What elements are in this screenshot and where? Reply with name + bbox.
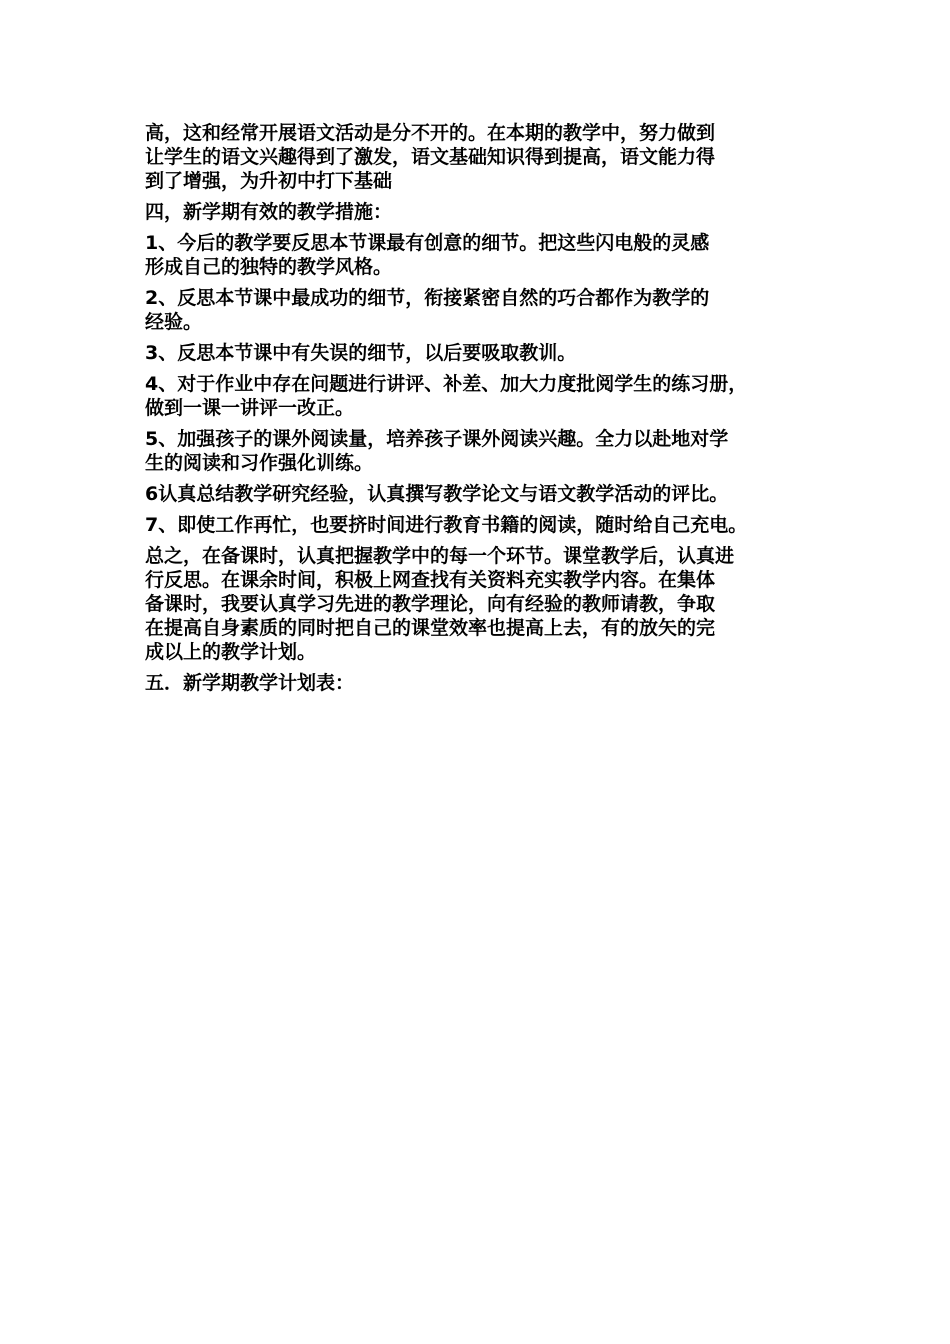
text-line: 总之，在备课时，认真把握教学中的每一个环节。课堂教学后，认真进 xyxy=(145,545,735,567)
heading-text: 四，新学期有效的教学措施： xyxy=(145,201,393,223)
list-item-4 xyxy=(145,372,825,420)
text-line: 高，这和经常开展语文活动是分不开的。在本期的教学中，努力做到 xyxy=(145,122,716,144)
text-line: 经验。 xyxy=(145,311,203,333)
text-line: 2、反思本节课中最成功的细节，衔接紧密自然的巧合都作为教学的 xyxy=(145,287,710,309)
section-heading-4 xyxy=(145,200,825,224)
text-line: 3、反思本节课中有失误的细节，以后要吸取教训。 xyxy=(145,342,577,364)
text-line: 成以上的教学计划。 xyxy=(145,641,317,663)
paragraph-summary xyxy=(145,544,825,664)
section-heading-5 xyxy=(145,671,825,695)
text-line: 7、即使工作再忙，也要挤时间进行教育书籍的阅读，随时给自己充电。 xyxy=(145,514,748,536)
list-item-3 xyxy=(145,341,825,365)
text-line: 形成自己的独特的教学风格。 xyxy=(145,256,393,278)
text-line: 行反思。在课余时间，积极上网查找有关资料充实教学内容。在集体 xyxy=(145,569,716,591)
document-body xyxy=(145,121,825,702)
text-line: 4、对于作业中存在问题进行讲评、补差、加大力度批阅学生的练习册， xyxy=(145,373,748,395)
text-line: 到了增强，为升初中打下基础 xyxy=(145,170,393,192)
text-line: 1、今后的教学要反思本节课最有创意的细节。把这些闪电般的灵感 xyxy=(145,232,710,254)
list-item-2 xyxy=(145,286,825,334)
heading-text: 五．新学期教学计划表： xyxy=(145,672,355,694)
text-line: 生的阅读和习作强化训练。 xyxy=(145,452,374,474)
text-line: 让学生的语文兴趣得到了激发，语文基础知识得到提高，语文能力得 xyxy=(145,146,716,168)
text-line: 备课时，我要认真学习先进的教学理论，向有经验的教师请教，争取 xyxy=(145,593,716,615)
list-item-6 xyxy=(145,482,825,506)
list-item-1 xyxy=(145,231,825,279)
paragraph-intro-continuation xyxy=(145,121,825,193)
text-line: 6认真总结教学研究经验，认真撰写教学论文与语文教学活动的评比。 xyxy=(145,483,729,505)
list-item-7 xyxy=(145,513,825,537)
list-item-5 xyxy=(145,427,825,475)
text-line: 在提高自身素质的同时把自己的课堂效率也提高上去，有的放矢的完 xyxy=(145,617,716,639)
text-line: 做到一课一讲评一改正。 xyxy=(145,397,355,419)
text-line: 5、加强孩子的课外阅读量，培养孩子课外阅读兴趣。全力以赴地对学 xyxy=(145,428,729,450)
